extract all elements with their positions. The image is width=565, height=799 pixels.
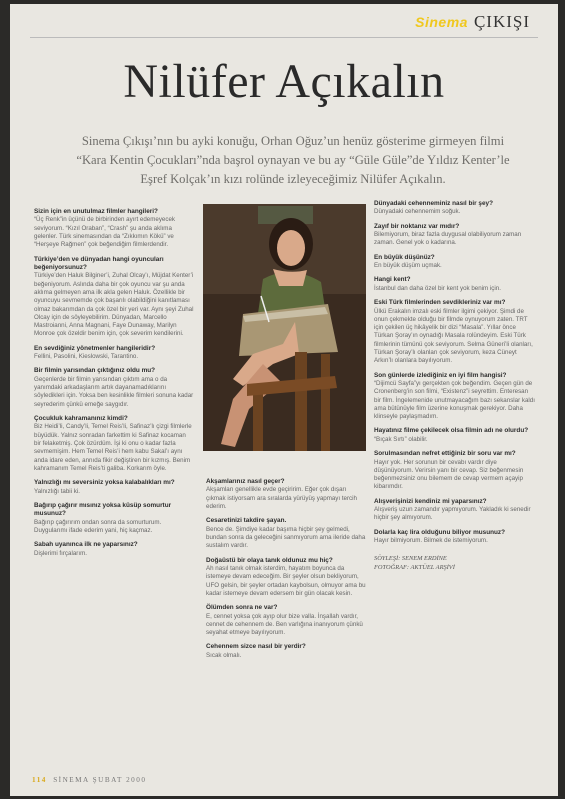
interview-question: Sizin için en unutulmaz filmler hangileri?	[34, 208, 158, 215]
interview-answer: “Dijimcü Sayfa”yı gerçekten çok beğendim. Geçen gün de Cronenberg’in son filmi, “Existenz”i seyrettim. Enteresan bir film. İngelemenide unutmayacağım bazı sekanslar kaldı ama bütünüyle film üzerine konuşmak gerekiyor. Daha klinseyle paylaşmadım.	[374, 380, 535, 421]
interview-question: Akşamlarınız nasıl geçer?	[206, 478, 285, 485]
interview-question: Hangi kent?	[374, 276, 411, 284]
header-rule	[30, 37, 538, 38]
magazine-page	[10, 4, 558, 796]
interview-question: Hayatınız filme çekilecek olsa filmin adı ne olurdu?	[374, 427, 529, 435]
article-title: Nilüfer Açıkalın	[123, 55, 445, 108]
interview-question: Son günlerde izlediğiniz en iyi film hangisi?	[374, 371, 507, 379]
interview-answer: Alışveriş uzun zamandır yapmıyorum. Yakladık ki senedir hiçbir şey almıyorum.	[374, 506, 531, 522]
interview-answer: En büyük düşüm uçmak.	[374, 262, 442, 270]
interview-question: Zayıf bir noktanız var mıdır?	[374, 222, 460, 230]
interview-answer: Ülkü Erakalın imzalı eski filmler ilgimi çekiyor. Şimdi de onun çekmekte olduğu bir filmde oynuyorum zaten. TRT için çekilen üç hikâyelik bir dizi “Masala”. Yıllar önce Türkan Şoray’ın oynadığı Masala rolündeyim. Eski Türk filmlerinin tümünü çok seviyorum. Selma Güneri’li olanları, Türkan Şoray’lı olanları çok seviyorum, keza Cüneyt Arkın’lı olanlara bayılıyorum.	[374, 307, 533, 365]
interview-question: Bir filmin yarısından çıktığınız oldu mu?	[34, 367, 156, 375]
article-intro: Sinema Çıkışı’nın bu ayki konuğu, Orhan Oğuz’un henüz gösterime girmeyen filmi “Kara Kentin Çocukları”nda başrol oynayan ve bu ay “Güle Güle”de Yıldız Kenter’le Eşref Kolçak’ın kızı rolünde izleyeceğimiz Nilüfer Açıkalın.	[76, 134, 510, 186]
footer-text: SİNEMA ŞUBAT 2000	[53, 776, 147, 784]
page-number: 114	[32, 776, 47, 784]
interview-answer: Sıcak olmalı.	[206, 651, 242, 659]
interview-answer: E, cennet yoksa çok ayıp olur bize valla. İnşallah vardır, cennet de cehennem de. Ben varlığına inanıyorum çünkü seyahat etmeye bayılıyorum.	[206, 612, 363, 637]
interview-answer: Hayır yok. Her sorunun bir cevabı vardır diye düşünüyorum. Verirsin yanı bir cevap. Siz beğenmesin beğenmezsiniz onu bilemem de cevap vermem açayip kibarımdır.	[374, 458, 524, 491]
interview-question: Türkiye’den ve dünyadan hangi oyuncuları beğeniyorsunuz?	[34, 255, 164, 271]
interview-question: Dünyadaki cehenneminiz nasıl bir şey?	[374, 200, 493, 207]
interview-question: Cehennem sizce nasıl bir yerdir?	[206, 643, 306, 651]
interview-question: Eski Türk filmlerinden sevdikleriniz var mı?	[374, 299, 506, 307]
credits	[374, 555, 536, 572]
interview-answer: Akşamları genellikle evde geçiririm. Eğer çok dışarı çıkmak istiyorsam ara sıralarda yürüyüş yapmayı tercih ederim.	[206, 486, 357, 510]
interview-column-middle	[206, 472, 366, 660]
interview-answer: Dişlerimi fırçalarım.	[34, 549, 87, 557]
interview-question: Yalnızlığı mı seversiniz yoksa kalabalıkları mı?	[34, 479, 175, 487]
interview-question: Dolarla kaç lira olduğunu biliyor musunuz?	[374, 528, 506, 536]
interview-question: Sorulmasından nefret ettiğiniz bir soru var mı?	[374, 450, 516, 458]
portrait-photo	[203, 204, 366, 451]
interview-answer: “Üç Renk”in üçünü de birbirinden ayırt edemeyecek seviyorum. “Kızıl Oraban”, “Crash” şu anda aklıma gelenler. Türk sinemasından da “Zıkkımın Kökü” ve “Herşeye Rağmen” çok beğendiğim filmlerdendir.	[34, 216, 176, 249]
interview-column-right	[374, 194, 536, 573]
interview-question: Ölümden sonra ne var?	[206, 604, 278, 612]
interview-question: Cesaretinizi takdire şayan.	[206, 517, 287, 525]
interview-question: Çocukluk kahramanınız kimdi?	[34, 415, 128, 423]
interview-question: Bağırıp çağırır mısınız yoksa küsüp somurtur musunuz?	[34, 501, 172, 518]
interview-answer: Bilemiyorum, biraz fazla duygusal olabiliyorum zaman zaman. Genel yok o kadarına.	[374, 231, 522, 247]
interview-question: En sevdiğiniz yönetmenler hangileridir?	[34, 344, 156, 352]
page-footer	[32, 776, 146, 784]
interview-column-left	[34, 202, 194, 558]
interview-answer: Yalnızlığı tabii ki.	[34, 487, 80, 495]
interview-answer: Fellini, Pasolini, Kieslowski, Tarantino.	[34, 353, 139, 361]
interview-question: Alışverişinizi kendiniz mi yaparsınız?	[374, 497, 487, 505]
interview-question: En büyük düşünüz?	[374, 253, 435, 261]
credit-photo: FOTOĞRAF: AKTÜEL ARŞİVİ	[374, 564, 455, 572]
section-label-sinema: Sinema	[415, 14, 468, 30]
interview-answer: Ah nasıl tanık olmak isterdim, hayatım boyunca da istemeye devam edeceğim. Bir şeyler olsun bekliyorum, UFO gelsin, bir şeyler ortadan kaybolsun, olmuyor ama bu kadar istemeye devam edersem bir gün olacak kesin.	[206, 565, 366, 597]
interview-answer: Geçenlerde bir filmin yarısından çıktım ama o da yanımdaki arkadaşlarım artık dayanamadıklarını söyledikleri için. Yoksa ben kesinlikle filmleri sonuna kadar seyrederim çünkü emeğe saygıdır.	[34, 375, 194, 408]
interview-answer: Bence de. Şimdiye kadar başıma hiçbir şey gelmedi, bundan sonra da geleceğini sanmıyorum ama ileride daha sustalım vardır.	[206, 525, 366, 550]
interview-answer: Biz Heidi’li, Candy’li, Temel Reis’li, Safinaz’lı çizgi filmlerle büyüdük. Yalnız sonradan farkettim ki Safinaz kocaman bir felaketmiş. Çok özürdüm. İşi ki onu o kadar fazla sevmemişim. Hem Temel Reis’i hem kabu Sakal’ı aynı anda idare eden, annıda fikir değiştiren bir kızmış. Benim kahramanım Temel Reis’ti galiba. Korkarım öyle.	[34, 423, 192, 472]
interview-question: Sabah uyanınca ilk ne yaparsınız?	[34, 541, 138, 549]
interview-answer: İstanbul dan daha özel bir kent yok benim için.	[374, 284, 501, 292]
interview-answer: Hayır bilmiyorum. Bilmek de istemiyorum.	[374, 537, 488, 545]
credit-interview: SÖYLEŞİ: SENEM ERDİNE	[374, 555, 447, 563]
section-label-cikisi: ÇIKIŞI	[473, 12, 530, 31]
interview-answer: Türkiye’den Haluk Bilginer’i, Zuhal Olcay’ı, Müjdat Kenter’i beğeniyorum. Aslında daha bir çok oyuncu var şu anda aklıma gelmeyen ama ilk akla gelen Haluk. Özellikle bir oyuncuyu sevmemde çok başarılı olabildiğini kanıtlaması olmaz bakarımdan da çok özel bir yeri var. Aynı şeyi Zuhal Olcay için de söyleyebilirim. Dünyadan, Marcello Mastroianni, Anna Magnani, Faye Dunaway, Marilyn Monroe çok özeldir benim için, çok severim kendilerini.	[34, 272, 194, 338]
interview-question: Doğaüstü bir olaya tanık oldunuz mu hiç?	[206, 556, 333, 564]
interview-column-right-items	[374, 200, 536, 545]
interview-answer: “Bıçak Sırtı” olabilir.	[374, 435, 428, 443]
interview-answer: Dünyadaki cehennemim soğuk.	[374, 208, 461, 216]
interview-answer: Bağırıp çağırırım ondan sonra da somurturum. Duygularımı ifade ederim yani, hiç kaçmaz.	[34, 518, 162, 535]
portrait-illustration	[203, 204, 366, 451]
section-header	[415, 12, 530, 32]
